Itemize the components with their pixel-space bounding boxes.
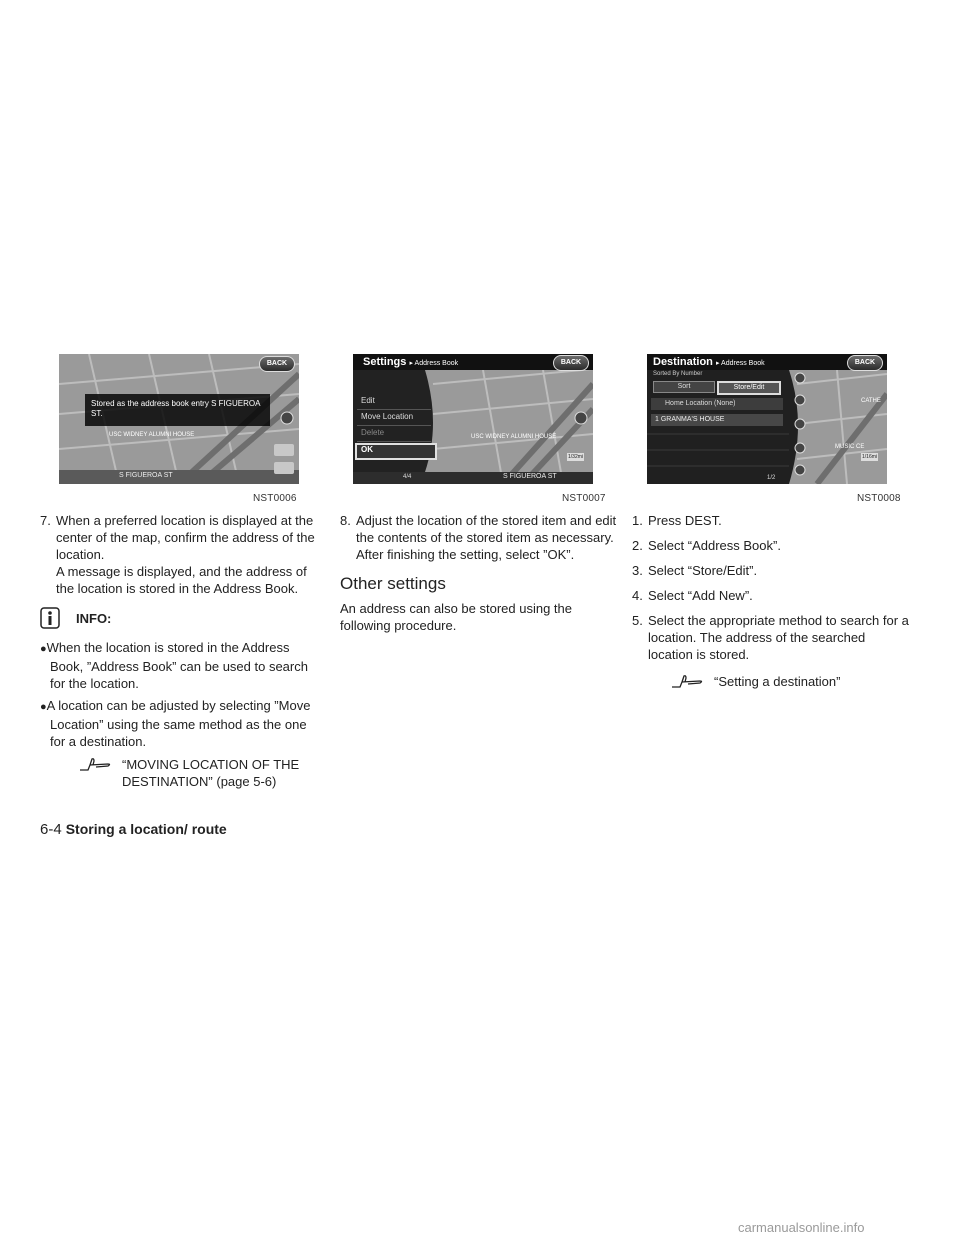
list-item-granmas-house[interactable]: 1 GRANMA'S HOUSE (651, 414, 783, 426)
menu-item-edit[interactable]: Edit (357, 396, 431, 410)
page-footer (40, 821, 227, 838)
bullet-item: ●A location can be adjusted by selecting ”Move Location” using the same method as the one for a destination. (40, 698, 311, 749)
pointing-hand-icon (78, 756, 112, 774)
menu-item-delete[interactable]: Delete (357, 428, 431, 442)
map-label: USC WIDNEY ALUMNI HOUSE (471, 434, 557, 440)
ref-line-2: DESTINATION” (page 5-6) (122, 774, 277, 789)
tab-store-edit[interactable]: Store/Edit (717, 381, 781, 395)
street-label: S FIGUEROA ST (503, 473, 557, 480)
page-indicator: 4/4 (403, 474, 412, 480)
section-title: Storing a location/ route (65, 821, 227, 837)
sorted-label: Sorted By Number (653, 371, 703, 377)
section-paragraph: An address can also be stored using the following procedure. (340, 601, 572, 633)
step-2: 2. Select “Address Book”. (632, 538, 781, 553)
menu-item-ok[interactable]: OK (355, 443, 437, 460)
caption-nst0007: NST0007 (562, 493, 606, 504)
map-label: USC WIDNEY ALUMNI HOUSE (109, 432, 195, 438)
screenshot-nst0008 (647, 354, 887, 484)
step-7-detail: A message is displayed, and the address of the location is stored in the Address Book. (56, 564, 307, 596)
back-button[interactable]: BACK (553, 355, 589, 371)
step-8: 8. Adjust the location of the stored item and edit the contents of the stored item as necessary. After finishing the setting, select ”OK”. (340, 513, 617, 562)
column-3 (632, 512, 912, 691)
screen-title: Destination ▸ Address Book (653, 356, 765, 368)
page-number: 6-4 (40, 821, 62, 838)
ref-line-1: “MOVING LOCATION OF THE (122, 757, 300, 772)
scale-indicator: 1/32mi (568, 454, 584, 460)
watermark: carmanualsonline.info (738, 1220, 865, 1235)
screenshot-nst0006 (59, 354, 299, 484)
list-item-home-location[interactable]: Home Location (None) (651, 398, 783, 410)
bullet-item: ●When the location is stored in the Address Book, ”Address Book” can be used to search for the location. (40, 640, 308, 691)
screen-subtitle: ▸ Address Book (409, 360, 459, 367)
caption-nst0006: NST0006 (253, 493, 297, 504)
screenshot-nst0007 (353, 354, 593, 484)
message-box: Stored as the address book entry S FIGUEROA ST. (85, 394, 270, 426)
back-button[interactable]: BACK (847, 355, 883, 371)
step-4: 4. Select “Add New”. (632, 588, 753, 603)
pointing-hand-icon (670, 673, 704, 691)
street-label: S FIGUEROA ST (119, 472, 173, 479)
step-3: 3. Select “Store/Edit”. (632, 563, 758, 578)
step-5: 5. Select the appropriate method to search for a location. The address of the searched location is stored. (632, 613, 909, 662)
info-label: INFO: (76, 610, 112, 626)
screen-title: Settings ▸ Address Book (363, 356, 459, 368)
cross-reference[interactable] (670, 673, 912, 691)
info-note (40, 607, 320, 629)
page-indicator: 1/2 (767, 475, 776, 481)
screen-subtitle: ▸ Address Book (715, 360, 765, 367)
step-1: 1. Press DEST. (632, 513, 722, 528)
map-label: CATHE (861, 398, 881, 404)
ref-text: “Setting a destination” (714, 674, 841, 689)
info-icon (40, 607, 60, 629)
caption-nst0008: NST0008 (857, 493, 901, 504)
section-heading: Other settings (340, 574, 446, 593)
step-7: 7. When a preferred location is displayed at the center of the map, confirm the address of the location. (40, 513, 315, 562)
column-1 (40, 512, 320, 790)
scale-indicator: 1/16mi (862, 454, 878, 460)
map-label: MUSIC CE (835, 444, 865, 450)
column-2 (340, 512, 620, 634)
cross-reference[interactable] (78, 756, 320, 790)
tab-sort[interactable]: Sort (653, 381, 715, 393)
back-button[interactable]: BACK (259, 356, 295, 372)
menu-item-move-location[interactable]: Move Location (357, 412, 431, 426)
